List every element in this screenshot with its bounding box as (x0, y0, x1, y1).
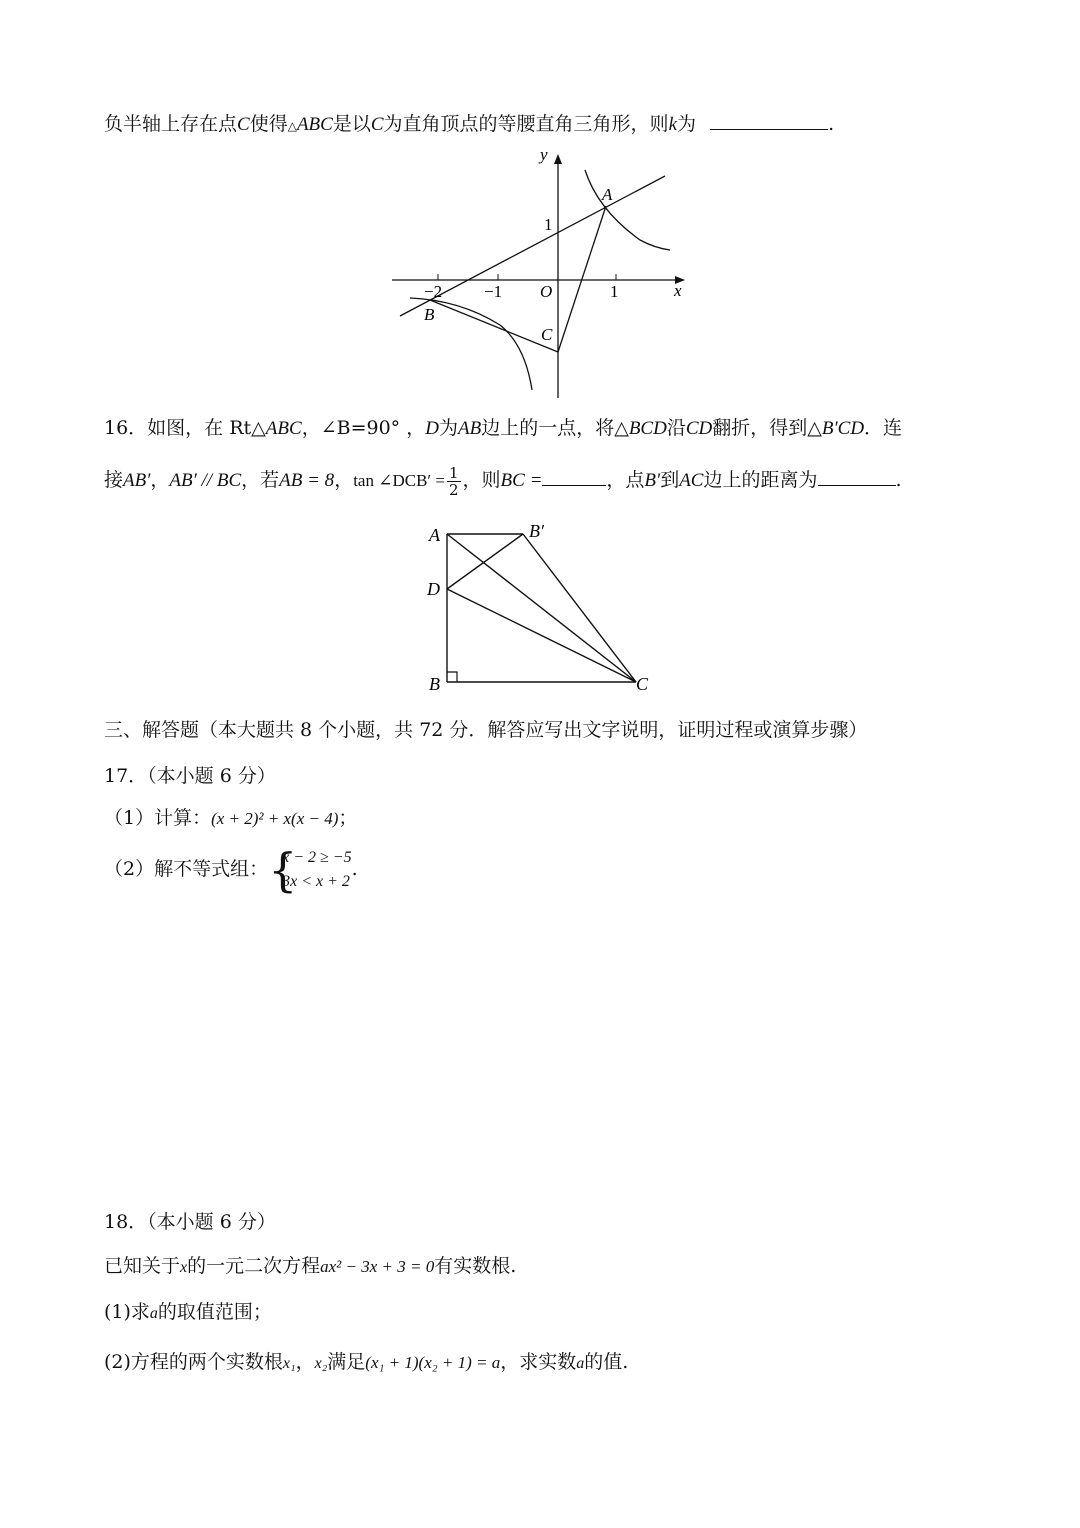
q18-text: ， (295, 1351, 315, 1373)
q16-text: ， (334, 469, 354, 491)
x-label: x (674, 281, 682, 300)
geometry-figure (420, 515, 670, 695)
triangle-symbol: △ (287, 119, 297, 133)
y-one-label: 1 (544, 215, 553, 234)
segment-bc (430, 300, 558, 352)
q15-text: 是以 (332, 113, 371, 135)
q16-text: ， (150, 469, 170, 491)
q18-text: (1)求 (104, 1301, 150, 1323)
point-b-label: B (424, 305, 435, 324)
q16-text: ，点 (606, 469, 645, 491)
q17-part1-label: （1）计算： (104, 807, 212, 829)
label-b: B (429, 674, 440, 694)
var-a: a (576, 1355, 585, 1372)
q18-text: 满足 (327, 1351, 366, 1373)
segment-ac (558, 206, 606, 352)
triangle-symbol: △ (807, 417, 822, 439)
q17-text: ； (338, 807, 358, 829)
point-c: C (237, 114, 250, 135)
q18-text: 的取值范围； (157, 1301, 272, 1323)
label-bp: B′ (529, 521, 544, 541)
q16-text: 到 (660, 469, 680, 491)
q18-title: 18．（本小题 6 分） (104, 1211, 276, 1233)
q15-text: 为 (677, 113, 697, 135)
bc-equation: BC = (500, 470, 543, 491)
q17-part2-label: （2）解不等式组： (104, 858, 269, 880)
origin-label: O (540, 282, 553, 301)
q17-text: . (351, 858, 358, 880)
q16-text: 边上的距离为 (703, 469, 818, 491)
point-a-label: A (602, 185, 613, 204)
point-bp: B′ (644, 470, 661, 491)
var-x: x (180, 1259, 188, 1276)
point-d: D (425, 418, 439, 439)
section-heading: 三、解答题（本大题共 8 个小题，共 72 分．解答应写出文字说明，证明过程或演算步骤） (104, 719, 868, 741)
q16-text: ，若 (241, 469, 280, 491)
segment-dc-line (447, 589, 636, 682)
q17-part1 (104, 804, 357, 833)
q18-line-2 (104, 1298, 272, 1328)
q16-text: 沿 (666, 417, 686, 439)
segment-cd: CD (685, 418, 713, 439)
q18-text: (2)方程的两个实数根 (104, 1351, 283, 1373)
coordinate-graph (380, 140, 700, 405)
y-axis-arrow (554, 154, 562, 164)
roots-equation: (x₁ + 1)(x₂ + 1) = a (365, 1353, 501, 1372)
label-d: D (427, 579, 440, 599)
fraction-numerator: 1 (448, 463, 459, 482)
triangle-bpcd: B′CD (821, 418, 865, 439)
segment-bpc-line (523, 534, 636, 682)
triangle-abc: ABC (296, 114, 333, 135)
q15-text: 负半轴上存在点 (104, 113, 238, 135)
q15-line (104, 110, 834, 140)
triangle-bcd: BCD (628, 418, 667, 439)
right-angle-mark (447, 672, 457, 682)
answer-blank-distance (818, 467, 896, 486)
q15-text: 为直角顶点的等腰直角三角形，则 (383, 113, 669, 135)
inequality-1: x − 2 ≥ −5 (282, 849, 352, 866)
brace-icon: { (268, 843, 298, 897)
angle-b: ，∠B=90° (301, 417, 401, 439)
q16-text: 边上的一点，将 (481, 417, 615, 439)
neg-one-label: −1 (484, 282, 503, 301)
q16-end: . (895, 469, 902, 491)
segment-ac: AC (679, 470, 704, 491)
parallel-statement: AB′ // BC (169, 470, 242, 491)
q17-expression: (x + 2)² + x(x − 4) (211, 809, 339, 828)
x-one-label: 1 (610, 282, 619, 301)
q15-end: . (828, 113, 835, 135)
answer-blank-bc (542, 467, 606, 486)
q16-line-1 (104, 414, 902, 443)
segment-abp: AB′ (123, 470, 151, 491)
tan-expression: tan ∠DCB′ = (353, 471, 445, 490)
var-a: a (149, 1305, 158, 1322)
q16-text: 16．如图，在 Rt (104, 417, 252, 439)
fraction-denominator: 2 (448, 480, 459, 499)
triangle-symbol: △ (614, 417, 629, 439)
q16-text: ，则 (462, 469, 501, 491)
var-k: k (668, 114, 677, 135)
q18-text: 已知关于 (104, 1255, 181, 1277)
q18-text: 的值. (584, 1351, 629, 1373)
neg-two-label: −2 (424, 282, 443, 301)
ab-equation: AB = 8 (279, 470, 335, 491)
triangle-abc: ABC (265, 418, 302, 439)
q17-title: 17．（本小题 6 分） (104, 765, 276, 787)
q16-line-2 (104, 460, 902, 501)
q17-part2 (104, 842, 358, 896)
q15-text: 使得 (249, 113, 288, 135)
q16-text: ， (400, 417, 426, 439)
inequality-2: 3x < x + 2 (282, 873, 350, 890)
label-c: C (636, 674, 649, 694)
q18-line-1 (104, 1252, 516, 1282)
q18-text: ，求实数 (500, 1351, 577, 1373)
triangle-symbol: △ (251, 417, 266, 439)
hyperbola-branch-1 (585, 170, 670, 250)
q16-text: 接 (104, 469, 124, 491)
q18-text: 的一元二次方程 (187, 1255, 321, 1277)
root-x1: x₁ (282, 1355, 296, 1372)
segment-ab: AB (457, 418, 482, 439)
inequality-system (268, 843, 352, 897)
point-c: C (370, 114, 384, 135)
y-label: y (540, 145, 548, 164)
q18-text: 有实数根. (434, 1255, 517, 1277)
quadratic-equation: ax² − 3x + 3 = 0 (320, 1257, 435, 1276)
q16-text: 翻折，得到 (712, 417, 808, 439)
point-c-label: C (541, 325, 553, 344)
label-a: A (429, 525, 440, 545)
q18-line-3 (104, 1348, 628, 1378)
fraction-half (447, 465, 461, 498)
answer-blank (710, 111, 828, 130)
q16-text: 为 (438, 417, 458, 439)
root-x2: x₂ (314, 1355, 328, 1372)
segment-ac-line (447, 534, 636, 682)
q16-text: ．连 (864, 417, 903, 439)
